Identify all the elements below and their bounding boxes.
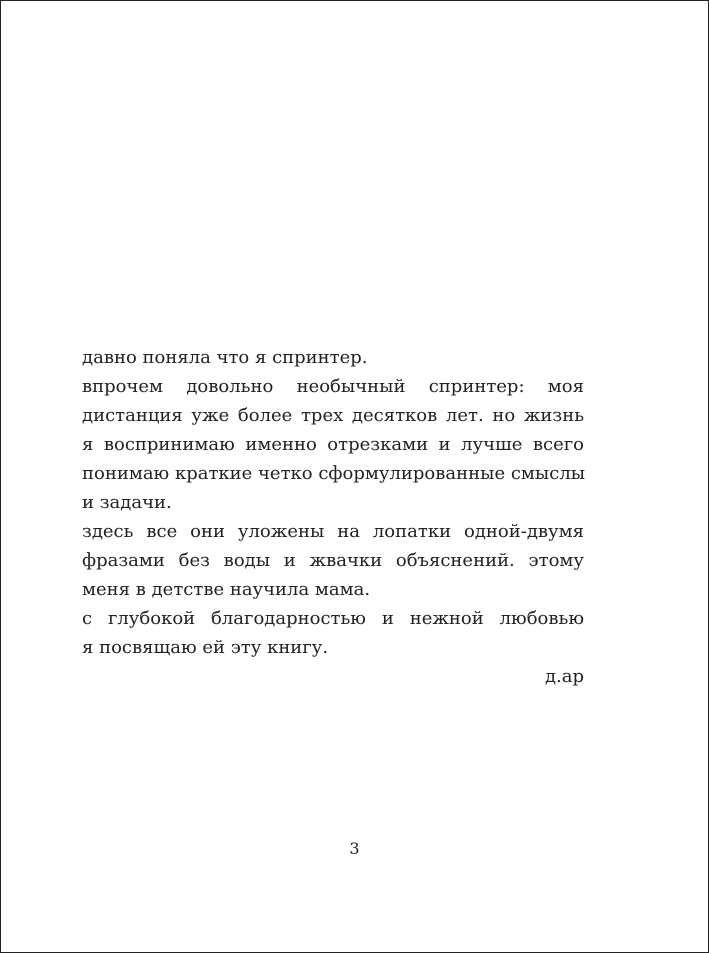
dedication-text [82,343,584,691]
text-line: и задачи. [82,492,172,513]
author-signature: д.ар [544,666,584,687]
text-line: фразами без воды и жвачки объяснений. этому [82,550,584,571]
text-line: здесь все они уложены на лопатки одной-двумя [82,521,584,542]
text-line: понимаю краткие четко сформулированные смыслы [82,463,586,484]
page-number: 3 [349,839,360,858]
text-line: с глубокой благодарностью и нежной любовью [82,608,584,629]
text-line: впрочем довольно необычный спринтер: моя [82,376,584,397]
text-line: меня в детстве научила мама. [82,579,371,600]
text-line: я воспринимаю именно отрезками и лучше всего [82,434,584,455]
text-line: я посвящаю ей эту книгу. [82,637,329,658]
text-line: дистанция уже более трех десятков лет. но жизнь [82,405,584,426]
text-line: давно поняла что я спринтер. [82,347,368,368]
